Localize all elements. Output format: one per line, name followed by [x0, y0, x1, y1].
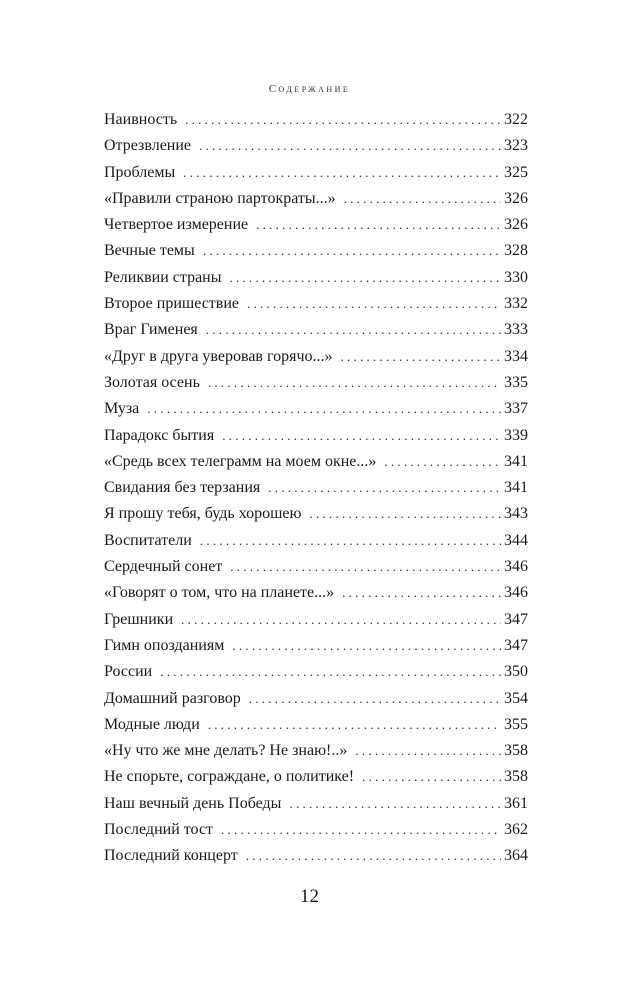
toc-entry	[104, 107, 528, 133]
toc-entry	[104, 607, 528, 633]
toc-entry-title: «Говорят о том, что на планете...»	[104, 584, 335, 602]
toc-entry-title: Проблемы	[104, 163, 176, 181]
toc-entry	[104, 528, 528, 554]
dot-leader	[160, 659, 501, 685]
dot-leader	[341, 344, 501, 370]
dot-leader	[268, 475, 501, 501]
dot-leader	[199, 133, 501, 159]
toc-entry	[104, 317, 528, 343]
dot-leader	[384, 449, 501, 475]
toc-entry	[104, 423, 528, 449]
dot-leader	[247, 291, 501, 317]
toc-entry	[104, 475, 528, 501]
toc-entry-page: 333	[504, 321, 528, 339]
dot-leader	[342, 580, 501, 606]
dot-leader	[232, 633, 501, 659]
dot-leader	[221, 817, 501, 843]
dot-leader	[181, 607, 501, 633]
dot-leader	[208, 712, 501, 738]
toc-entry-title: Наш вечный день Победы	[104, 794, 282, 812]
toc-entry-title: Муза	[104, 400, 140, 418]
toc-entry	[104, 449, 528, 475]
toc-entry-title: Последний тост	[104, 821, 214, 839]
toc-entry	[104, 186, 528, 212]
toc-entry-page: 362	[504, 821, 528, 839]
toc-entry-title: «Правили страною партократы...»	[104, 189, 336, 207]
toc-entry	[104, 501, 528, 527]
toc-entry-title: Гимн опозданиям	[104, 636, 225, 654]
toc-entry-title: Четвертое измерение	[104, 216, 249, 234]
toc-entry	[104, 238, 528, 264]
dot-leader	[362, 764, 501, 790]
toc-entry-title: Парадокс бытия	[104, 426, 215, 444]
toc-entry-page: 323	[504, 137, 528, 155]
toc-entry	[104, 817, 528, 843]
toc-entry	[104, 580, 528, 606]
dot-leader	[222, 423, 501, 449]
toc-entry-page: 347	[504, 610, 528, 628]
toc-entry	[104, 712, 528, 738]
toc-entry-page: 346	[504, 558, 528, 576]
toc-entry-title: Отрезвление	[104, 137, 192, 155]
toc-entry-page: 346	[504, 584, 528, 602]
toc-entry-title: Сердечный сонет	[104, 558, 223, 576]
running-header: Содержание	[268, 83, 351, 95]
dot-leader	[183, 160, 501, 186]
toc-entry-title: Домашний разговор	[104, 689, 241, 707]
toc-entry-title: Второе пришествие	[104, 295, 240, 313]
toc-entry	[104, 633, 528, 659]
dot-leader	[289, 791, 501, 817]
toc-entry-page: 355	[504, 715, 528, 733]
toc-entry-title: Я прошу тебя, будь хорошею	[104, 505, 302, 523]
toc-entry-title: России	[104, 663, 153, 681]
toc-entry-title: Золотая осень	[104, 373, 200, 391]
toc-entry-page: 326	[504, 189, 528, 207]
toc-entry-page: 344	[504, 531, 528, 549]
dot-leader	[309, 501, 501, 527]
toc-entry-page: 332	[504, 295, 528, 313]
toc-entry-page: 322	[504, 111, 528, 128]
page-number: 12	[300, 886, 319, 907]
dot-leader	[206, 317, 501, 343]
toc-entry	[104, 370, 528, 396]
toc-entry	[104, 738, 528, 764]
toc-entry	[104, 265, 528, 291]
toc-entry-page: 358	[504, 768, 528, 786]
toc-entry-title: Реликвии страны	[104, 268, 222, 286]
dot-leader	[246, 843, 501, 869]
toc-entry-page: 325	[504, 163, 528, 181]
dot-leader	[355, 738, 501, 764]
toc-entry-title: Наивность	[104, 111, 178, 128]
toc-entry-page: 335	[504, 373, 528, 391]
toc-entry-title: Не спорьте, сограждане, о политике!	[104, 768, 355, 786]
dot-leader	[230, 554, 501, 580]
dot-leader	[185, 107, 501, 133]
toc-entry-page: 341	[504, 452, 528, 470]
toc-entry-title: «Ну что же мне делать? Не знаю!..»	[104, 742, 348, 760]
toc-entry	[104, 686, 528, 712]
table-of-contents	[104, 107, 528, 870]
toc-entry-page: 358	[504, 742, 528, 760]
toc-entry-page: 364	[504, 847, 528, 865]
toc-entry-page: 343	[504, 505, 528, 523]
toc-entry-title: «Средь всех телеграмм на моем окне...»	[104, 452, 377, 470]
toc-entry	[104, 554, 528, 580]
toc-entry-page: 350	[504, 663, 528, 681]
toc-entry-page: 328	[504, 242, 528, 260]
dot-leader	[203, 238, 501, 264]
toc-entry	[104, 160, 528, 186]
dot-leader	[230, 265, 502, 291]
toc-entry	[104, 396, 528, 422]
toc-entry	[104, 291, 528, 317]
dot-leader	[249, 686, 501, 712]
toc-entry-page: 361	[504, 794, 528, 812]
dot-leader	[208, 370, 501, 396]
toc-entry-page: 330	[504, 268, 528, 286]
toc-entry	[104, 212, 528, 238]
toc-entry	[104, 133, 528, 159]
toc-entry-page: 339	[504, 426, 528, 444]
toc-entry-title: Грешники	[104, 610, 174, 628]
dot-leader	[344, 186, 501, 212]
dot-leader	[256, 212, 501, 238]
toc-entry-page: 334	[504, 347, 528, 365]
toc-entry	[104, 659, 528, 685]
toc-entry-page: 354	[504, 689, 528, 707]
toc-entry-page: 326	[504, 216, 528, 234]
dot-leader	[200, 528, 501, 554]
toc-entry	[104, 791, 528, 817]
dot-leader	[147, 396, 501, 422]
toc-entry	[104, 843, 528, 869]
toc-entry-title: Вечные темы	[104, 242, 195, 260]
toc-entry-title: «Друг в друга уверовав горячо...»	[104, 347, 333, 365]
toc-entry-title: Враг Гименея	[104, 321, 198, 339]
toc-entry-title: Модные люди	[104, 715, 200, 733]
toc-entry-page: 341	[504, 479, 528, 497]
toc-entry-page: 337	[504, 400, 528, 418]
toc-entry	[104, 764, 528, 790]
toc-entry	[104, 344, 528, 370]
toc-entry-title: Последний концерт	[104, 847, 238, 865]
toc-entry-title: Свидания без терзания	[104, 479, 261, 497]
toc-entry-page: 347	[504, 636, 528, 654]
toc-entry-title: Воспитатели	[104, 531, 192, 549]
